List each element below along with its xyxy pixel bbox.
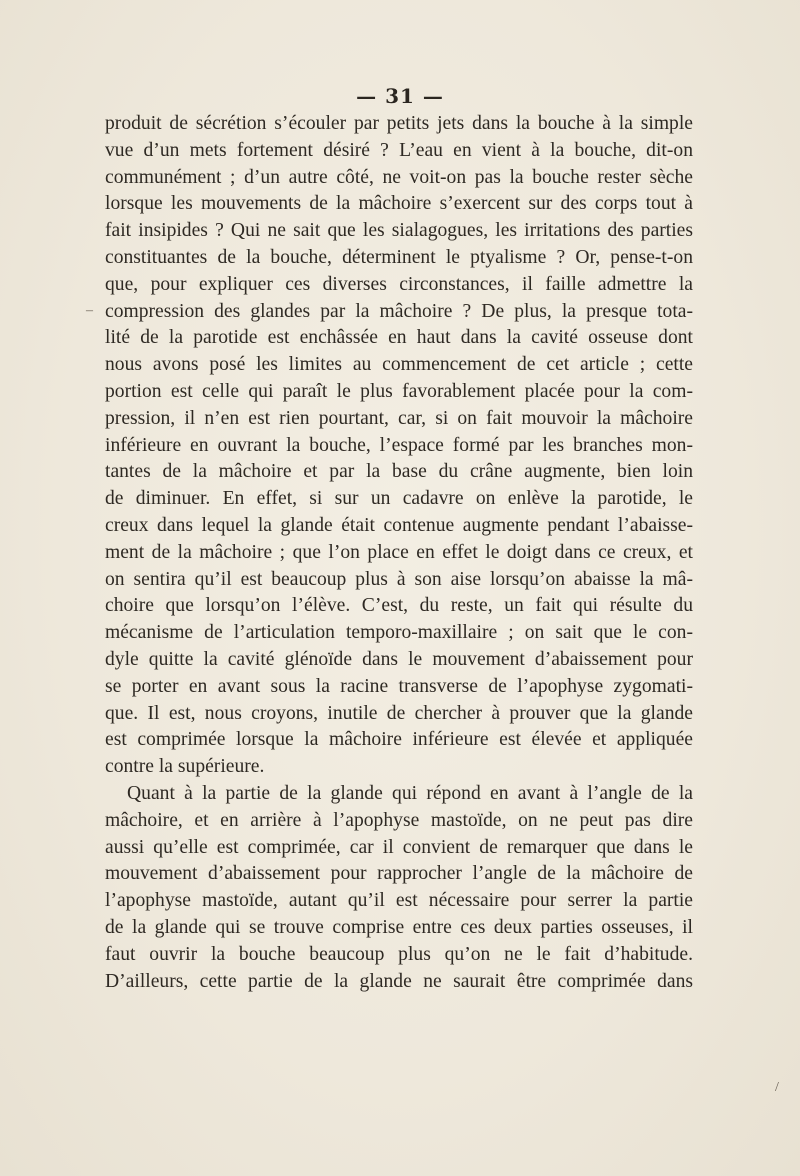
text-line: dyle quitte la cavité glénoïde dans le mouvement d’abaissement pour [105,648,693,670]
text-line: de diminuer. En effet, si sur un cadavre on enlève la parotide, le [105,488,693,510]
text-line: on sentira qu’il est beaucoup plus à son aise lorsqu’on abaisse la mâ- [105,568,693,590]
text-line: fait insipides ? Qui ne sait que les sialagogues, les irritations des parties [105,220,693,242]
text-line: inférieure en ouvrant la bouche, l’espace formé par les branches mon- [105,434,693,456]
text-line: choire que lorsqu’on l’élève. C’est, du reste, un fait qui résulte du [105,595,693,617]
text-line: pression, il n’en est rien pourtant, car, si on fait mouvoir la mâchoire [105,407,693,429]
text-line: compression des glandes par la mâchoire ? De plus, la presque tota- [105,300,693,322]
text-line: aussi qu’elle est comprimée, car il convient de remarquer que dans le [105,836,693,858]
body-text [105,111,693,995]
margin-tick-mark: / [775,1080,779,1095]
text-line: faut ouvrir la bouche beaucoup plus qu’on ne le fait d’habitude. [105,943,693,965]
text-line: vue d’un mets fortement désiré ? L’eau en vient à la bouche, dit-on [105,139,693,161]
text-line: nous avons posé les limites au commencement de cet article ; cette [105,354,693,376]
text-line: constituantes de la bouche, déterminent le ptyalisme ? Or, pense-t-on [105,246,693,268]
text-line: se porter en avant sous la racine transverse de l’apophyse zygomati- [105,675,693,697]
text-line: mouvement d’abaissement pour rapprocher l’angle de la mâchoire de [105,863,693,885]
text-line: que. Il est, nous croyons, inutile de chercher à prouver que la glande [105,702,693,724]
text-line: tantes de la mâchoire et par la base du crâne augmente, bien loin [105,461,693,483]
text-line: l’apophyse mastoïde, autant qu’il est nécessaire pour serrer la partie [105,890,693,912]
text-line: portion est celle qui paraît le plus favorablement placée pour la com- [105,380,693,402]
text-line: mâchoire, et en arrière à l’apophyse mastoïde, on ne peut pas dire [105,809,693,831]
text-line: est comprimée lorsque la mâchoire inférieure est élevée et appliquée [105,729,693,751]
text-line: contre la supérieure. [105,756,265,778]
text-line: D’ailleurs, cette partie de la glande ne saurait être comprimée dans [105,970,693,992]
text-line: lorsque les mouvements de la mâchoire s’exercent sur des corps tout à [105,193,693,215]
text-line: que, pour expliquer ces diverses circonstances, il faille admettre la [105,273,693,295]
text-line: communément ; d’un autre côté, ne voit-on pas la bouche rester sèche [105,166,693,188]
text-line: produit de sécrétion s’écouler par petits jets dans la bouche à la simple [105,113,693,134]
text-line: ment de la mâchoire ; que l’on place en effet le doigt dans ce creux, et [105,541,693,563]
text-line: de la glande qui se trouve comprise entre ces deux parties osseuses, il [105,916,693,938]
text-line: creux dans lequel la glande était contenue augmente pendant l’abaisse- [105,514,693,536]
margin-dash-mark: – [86,303,93,318]
page-number: — 31 — [356,84,444,108]
text-line: mécanisme de l’articulation temporo-maxillaire ; on sait que le con- [105,622,693,644]
text-line: Quant à la partie de la glande qui répond en avant à l’angle de la [127,782,693,804]
text-line: lité de la parotide est enchâssée en haut dans la cavité osseuse dont [105,327,693,349]
